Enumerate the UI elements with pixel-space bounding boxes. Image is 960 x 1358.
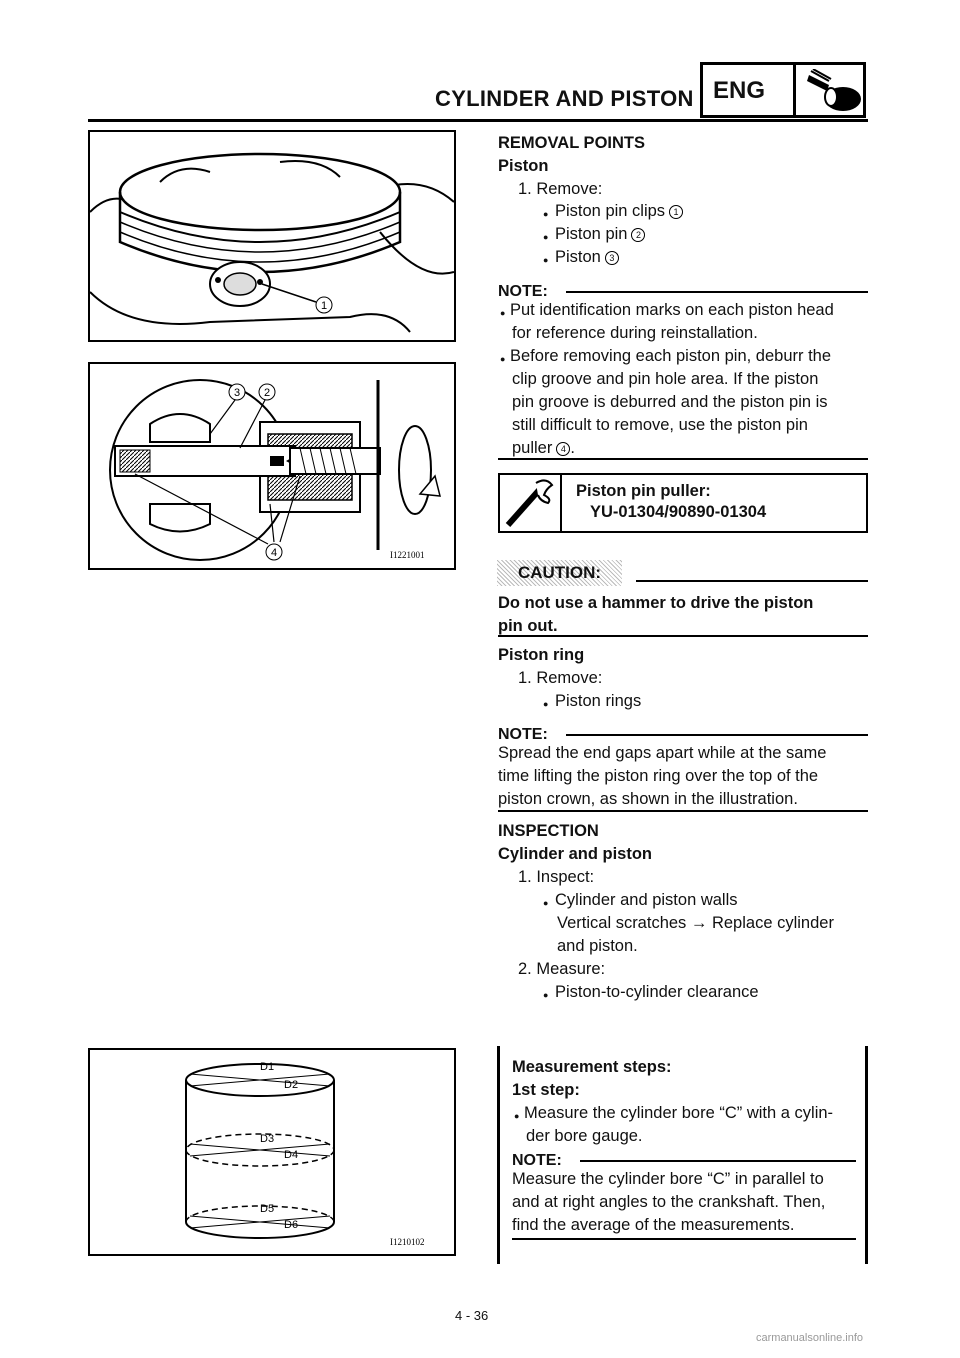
engine-piston-icon [799, 69, 865, 115]
note-text: Spread the end gaps apart while at the same [498, 744, 827, 762]
callout-3: 3 [233, 387, 241, 399]
note-text: Put identification marks on each piston head [510, 301, 834, 319]
note-text: pin groove is deburred and the piston pin is [512, 393, 828, 411]
item-callout: 2 [631, 228, 645, 242]
note-text: clip groove and pin hole area. If the piston [512, 370, 819, 388]
measure-step: 1st step: [512, 1081, 580, 1099]
measure-text: Measure the cylinder bore “C” with a cylin- [524, 1104, 834, 1122]
caution-text: pin out. [498, 617, 558, 635]
list-item [555, 980, 759, 1004]
measure-left-bar [497, 1046, 500, 1264]
label-d5: D5 [260, 1203, 275, 1215]
note-end-rule [498, 810, 868, 812]
wrench-icon [500, 475, 558, 531]
removal-step1: 1. Remove: [518, 180, 603, 198]
label-d6: D6 [284, 1219, 299, 1231]
item-text: Vertical scratches → Replace cylinder [557, 914, 834, 932]
tool-part-number: YU-01304/90890-01304 [590, 503, 767, 521]
note-text: time lifting the piston ring over the top of the [498, 767, 819, 785]
note-text: for reference during reinstallation. [512, 324, 758, 342]
note-end-rule [512, 1238, 856, 1240]
note-rule [566, 734, 868, 736]
inspection-subheading: Cylinder and piston [498, 845, 653, 863]
note-text: find the average of the measurements. [512, 1216, 795, 1234]
tool-icon-cell [500, 475, 562, 531]
note-text: Measure the cylinder bore “C” in parallel to [512, 1170, 824, 1188]
list-item [555, 245, 619, 269]
ring-heading: Piston ring [498, 646, 585, 664]
note-text: piston crown, as shown in the illustration. [498, 790, 798, 808]
measure-right-bar [865, 1046, 868, 1264]
figure-code-cylinder: I1210102 [390, 1237, 425, 1247]
list-item [555, 199, 683, 223]
list-item [555, 888, 738, 912]
note-rule [566, 291, 868, 293]
figure-cylinder-bore [88, 1048, 456, 1256]
measure-heading: Measurement steps: [512, 1058, 672, 1076]
inspection-heading: INSPECTION [498, 822, 599, 840]
note-label: NOTE: [512, 1152, 562, 1169]
piston-heading: Piston [498, 157, 549, 175]
note-rule [580, 1160, 856, 1162]
cylinder-illustration [90, 1050, 454, 1254]
note-bullet [510, 298, 834, 322]
item-callout: 4 [556, 442, 570, 456]
tool-name: Piston pin puller: [576, 482, 711, 500]
label-d4: D4 [284, 1149, 299, 1161]
pin-puller-illustration [90, 364, 454, 568]
item-text: Piston-to-cylinder clearance [555, 983, 759, 1001]
note-label: NOTE: [498, 283, 548, 300]
piston-illustration [90, 132, 454, 340]
item-text: Piston pin clips [555, 202, 666, 220]
measure-bullet [524, 1101, 833, 1125]
footer-watermark[interactable]: carmanualsonline.info [756, 1332, 864, 1344]
removal-heading: REMOVAL POINTS [498, 134, 645, 152]
list-item [555, 689, 641, 713]
measure-text: der bore gauge. [526, 1127, 643, 1145]
badge-divider [793, 65, 796, 115]
figure-code: I1221001 [390, 550, 425, 560]
section-badge [700, 62, 866, 118]
caution-end-rule [498, 635, 868, 637]
label-d1: D1 [260, 1061, 275, 1073]
section-label: ENG [713, 77, 766, 104]
note-text: Before removing each piston pin, deburr the [510, 347, 832, 365]
item-text: Piston [555, 248, 601, 266]
note-label: NOTE: [498, 726, 548, 743]
item-text: Cylinder and piston walls [555, 891, 738, 909]
note-text: and at right angles to the crankshaft. Then, [512, 1193, 826, 1211]
callout-4: 4 [270, 547, 278, 559]
label-d2: D2 [284, 1079, 299, 1091]
page-title: CYLINDER AND PISTON [435, 86, 694, 111]
caution-rule [636, 580, 868, 582]
note-text-last: puller 4 . [512, 439, 575, 457]
note-end-rule [498, 458, 868, 460]
label-d3: D3 [260, 1133, 275, 1145]
page-number: 4 - 36 [455, 1308, 489, 1323]
item-callout: 1 [669, 205, 683, 219]
figure-piston-photo [88, 130, 456, 342]
callout-1: 1 [320, 300, 328, 312]
item-text: Piston rings [555, 692, 642, 710]
callout-2: 2 [263, 387, 271, 399]
ring-step1: 1. Remove: [518, 669, 603, 687]
special-tool-box [498, 473, 868, 533]
inspect-step2: 2. Measure: [518, 960, 606, 978]
item-text: Piston pin [555, 225, 628, 243]
figure-pin-puller [88, 362, 456, 570]
note-text: still difficult to remove, use the piston pin [512, 416, 808, 434]
inspect-step1: 1. Inspect: [518, 868, 595, 886]
header-rule [88, 119, 868, 122]
note-bullet [510, 344, 831, 368]
note-text: puller [512, 439, 553, 457]
caution-text: Do not use a hammer to drive the piston [498, 594, 814, 612]
list-item [555, 222, 645, 246]
item-text: and piston. [557, 937, 638, 955]
caution-label: CAUTION: [497, 560, 622, 586]
item-callout: 3 [605, 251, 619, 265]
